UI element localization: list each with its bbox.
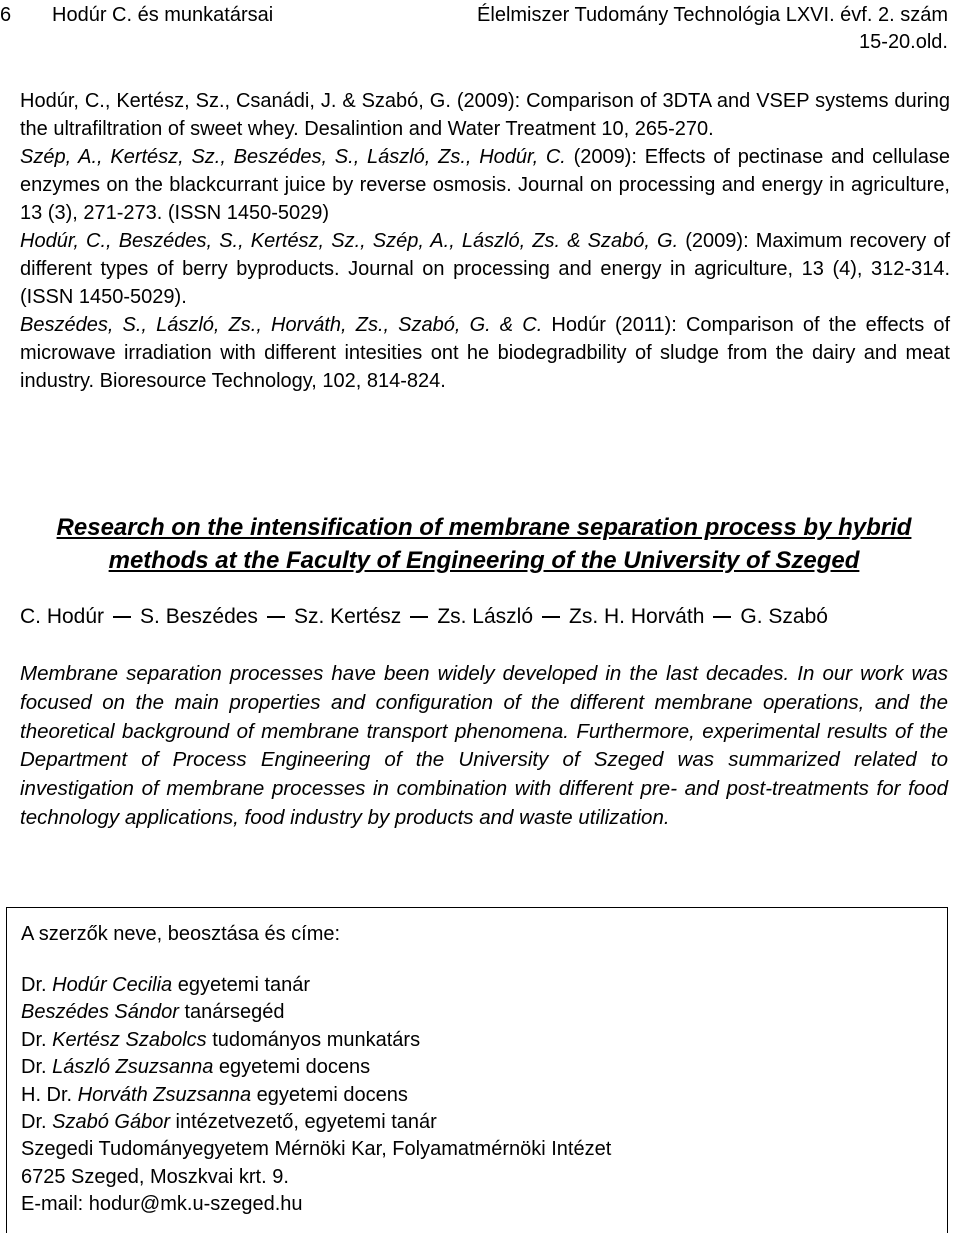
reference-authors-tail: Hodúr <box>542 314 606 336</box>
author-name: C. Hodúr <box>20 605 105 628</box>
author-role: intézetvezető, egyetemi tanár <box>169 1111 437 1134</box>
postal-address: 6725 Szeged, Moszkvai krt. 9. <box>21 1165 289 1188</box>
email-address: E-mail: hodur@mk.u-szeged.hu <box>21 1193 303 1216</box>
reference-authors: Hodúr, C., Kertész, Sz., Csanádi, J. & Szabó, G. <box>20 90 451 112</box>
article-authors <box>20 603 950 631</box>
author-name: Sz. Kertész <box>293 605 402 628</box>
article-abstract: Membrane separation processes have been widely developed in the last decades. In our work was focused on the main properties and configuration of the different membrane operations, and the theoretical background of membrane transport phenomena. Furthermore, experimental results of the Department of Process Engineering of the University of Szeged was summarized related to investigation of membrane processes in combination with different pre- and post-treatments for food technology applications, food industry by products and waste utilization. <box>20 662 948 829</box>
author-prefix: H. Dr. <box>21 1083 78 1106</box>
author-entry <box>21 1027 611 1054</box>
reference-text: (2011): Comparison of the effects of microwave irradiation with different intesities ont he biodegradbility of sludge from the dairy and meat industry. Bioresource Technology, 102, 814-824. <box>20 314 951 392</box>
author-full-name: Hodúr Cecilia <box>52 974 173 996</box>
author-entry <box>21 1054 611 1081</box>
reference-text: (2009): Comparison of 3DTA and VSEP systems during the ultrafiltration of sweet whey. Desalintion and Water Treatment 10, 265-270. <box>20 90 950 140</box>
author-entry <box>21 1109 611 1136</box>
reference-item <box>20 227 950 311</box>
header-pages: 15-20.old. <box>859 31 948 53</box>
author-role: egyetemi docens <box>213 1056 371 1079</box>
author-role: tudományos munkatárs <box>206 1028 421 1051</box>
article-title: Research on the intensification of membrane separation process by hybrid methods at the Faculty of Engineering of the University of Szeged <box>56 514 912 574</box>
author-role: egyetemi docens <box>251 1083 408 1106</box>
author-separator <box>267 616 285 618</box>
author-prefix: Dr. <box>21 974 53 996</box>
author-role: egyetemi tanár <box>172 974 311 996</box>
author-prefix: Dr. <box>21 1056 53 1079</box>
reference-text: (2009): Maximum recovery of different types of berry byproducts. Journal on processing and energy in agriculture, 13 (4), 312-314. (ISSN 1450-5029). <box>20 230 950 308</box>
author-entry <box>21 1082 611 1109</box>
author-list <box>21 972 611 1219</box>
institution: Szegedi Tudományegyetem Mérnöki Kar, Folyamatmérnöki Intézet <box>21 1138 612 1161</box>
author-full-name: László Zsuzsanna <box>52 1056 214 1079</box>
header-authors: Hodúr C. és munkatársai <box>52 4 274 26</box>
author-full-name: Kertész Szabolcs <box>52 1028 207 1051</box>
author-role: tanársegéd <box>178 1001 285 1024</box>
author-address-box <box>6 907 948 1233</box>
author-prefix: Dr. <box>21 1028 53 1051</box>
author-full-name: Horváth Zsuzsanna <box>77 1083 252 1106</box>
header-journal: Élelmiszer Tudomány Technológia LXVI. évf. 2. szám <box>477 4 948 26</box>
reference-authors: Szép, A., Kertész, Sz., Beszédes, S., László, Zs., Hodúr, C. <box>20 146 566 168</box>
author-separator <box>542 616 560 618</box>
author-prefix: Dr. <box>21 1111 53 1134</box>
author-name: Zs. H. Horváth <box>569 605 705 628</box>
reference-item <box>20 311 950 395</box>
author-full-name: Beszédes Sándor <box>21 1001 179 1024</box>
author-full-name: Szabó Gábor <box>52 1111 170 1134</box>
reference-authors: Beszédes, S., László, Zs., Horváth, Zs., Szabó, G. & C. <box>20 314 543 336</box>
reference-item <box>20 87 950 143</box>
reference-item <box>20 143 950 227</box>
author-name: Zs. László <box>437 605 534 628</box>
author-name: S. Beszédes <box>140 605 258 628</box>
author-entry <box>21 972 611 999</box>
address-box-heading: A szerzők neve, beosztása és címe: <box>21 923 341 945</box>
author-name: G. Szabó <box>740 605 828 628</box>
reference-authors: Hodúr, C., Beszédes, S., Kertész, Sz., Szép, A., László, Zs. & Szabó, G. <box>20 230 679 252</box>
author-separator <box>113 616 131 618</box>
author-entry <box>21 999 611 1026</box>
page-number: 6 <box>0 4 12 26</box>
author-separator <box>713 616 731 618</box>
reference-text: (2009): Effects of pectinase and cellulase enzymes on the blackcurrant juice by reverse osmosis. Journal on processing and energy in agriculture, 13 (3), 271-273. (ISSN 1450-5029) <box>20 146 950 224</box>
reference-list <box>20 87 950 395</box>
author-separator <box>410 616 428 618</box>
